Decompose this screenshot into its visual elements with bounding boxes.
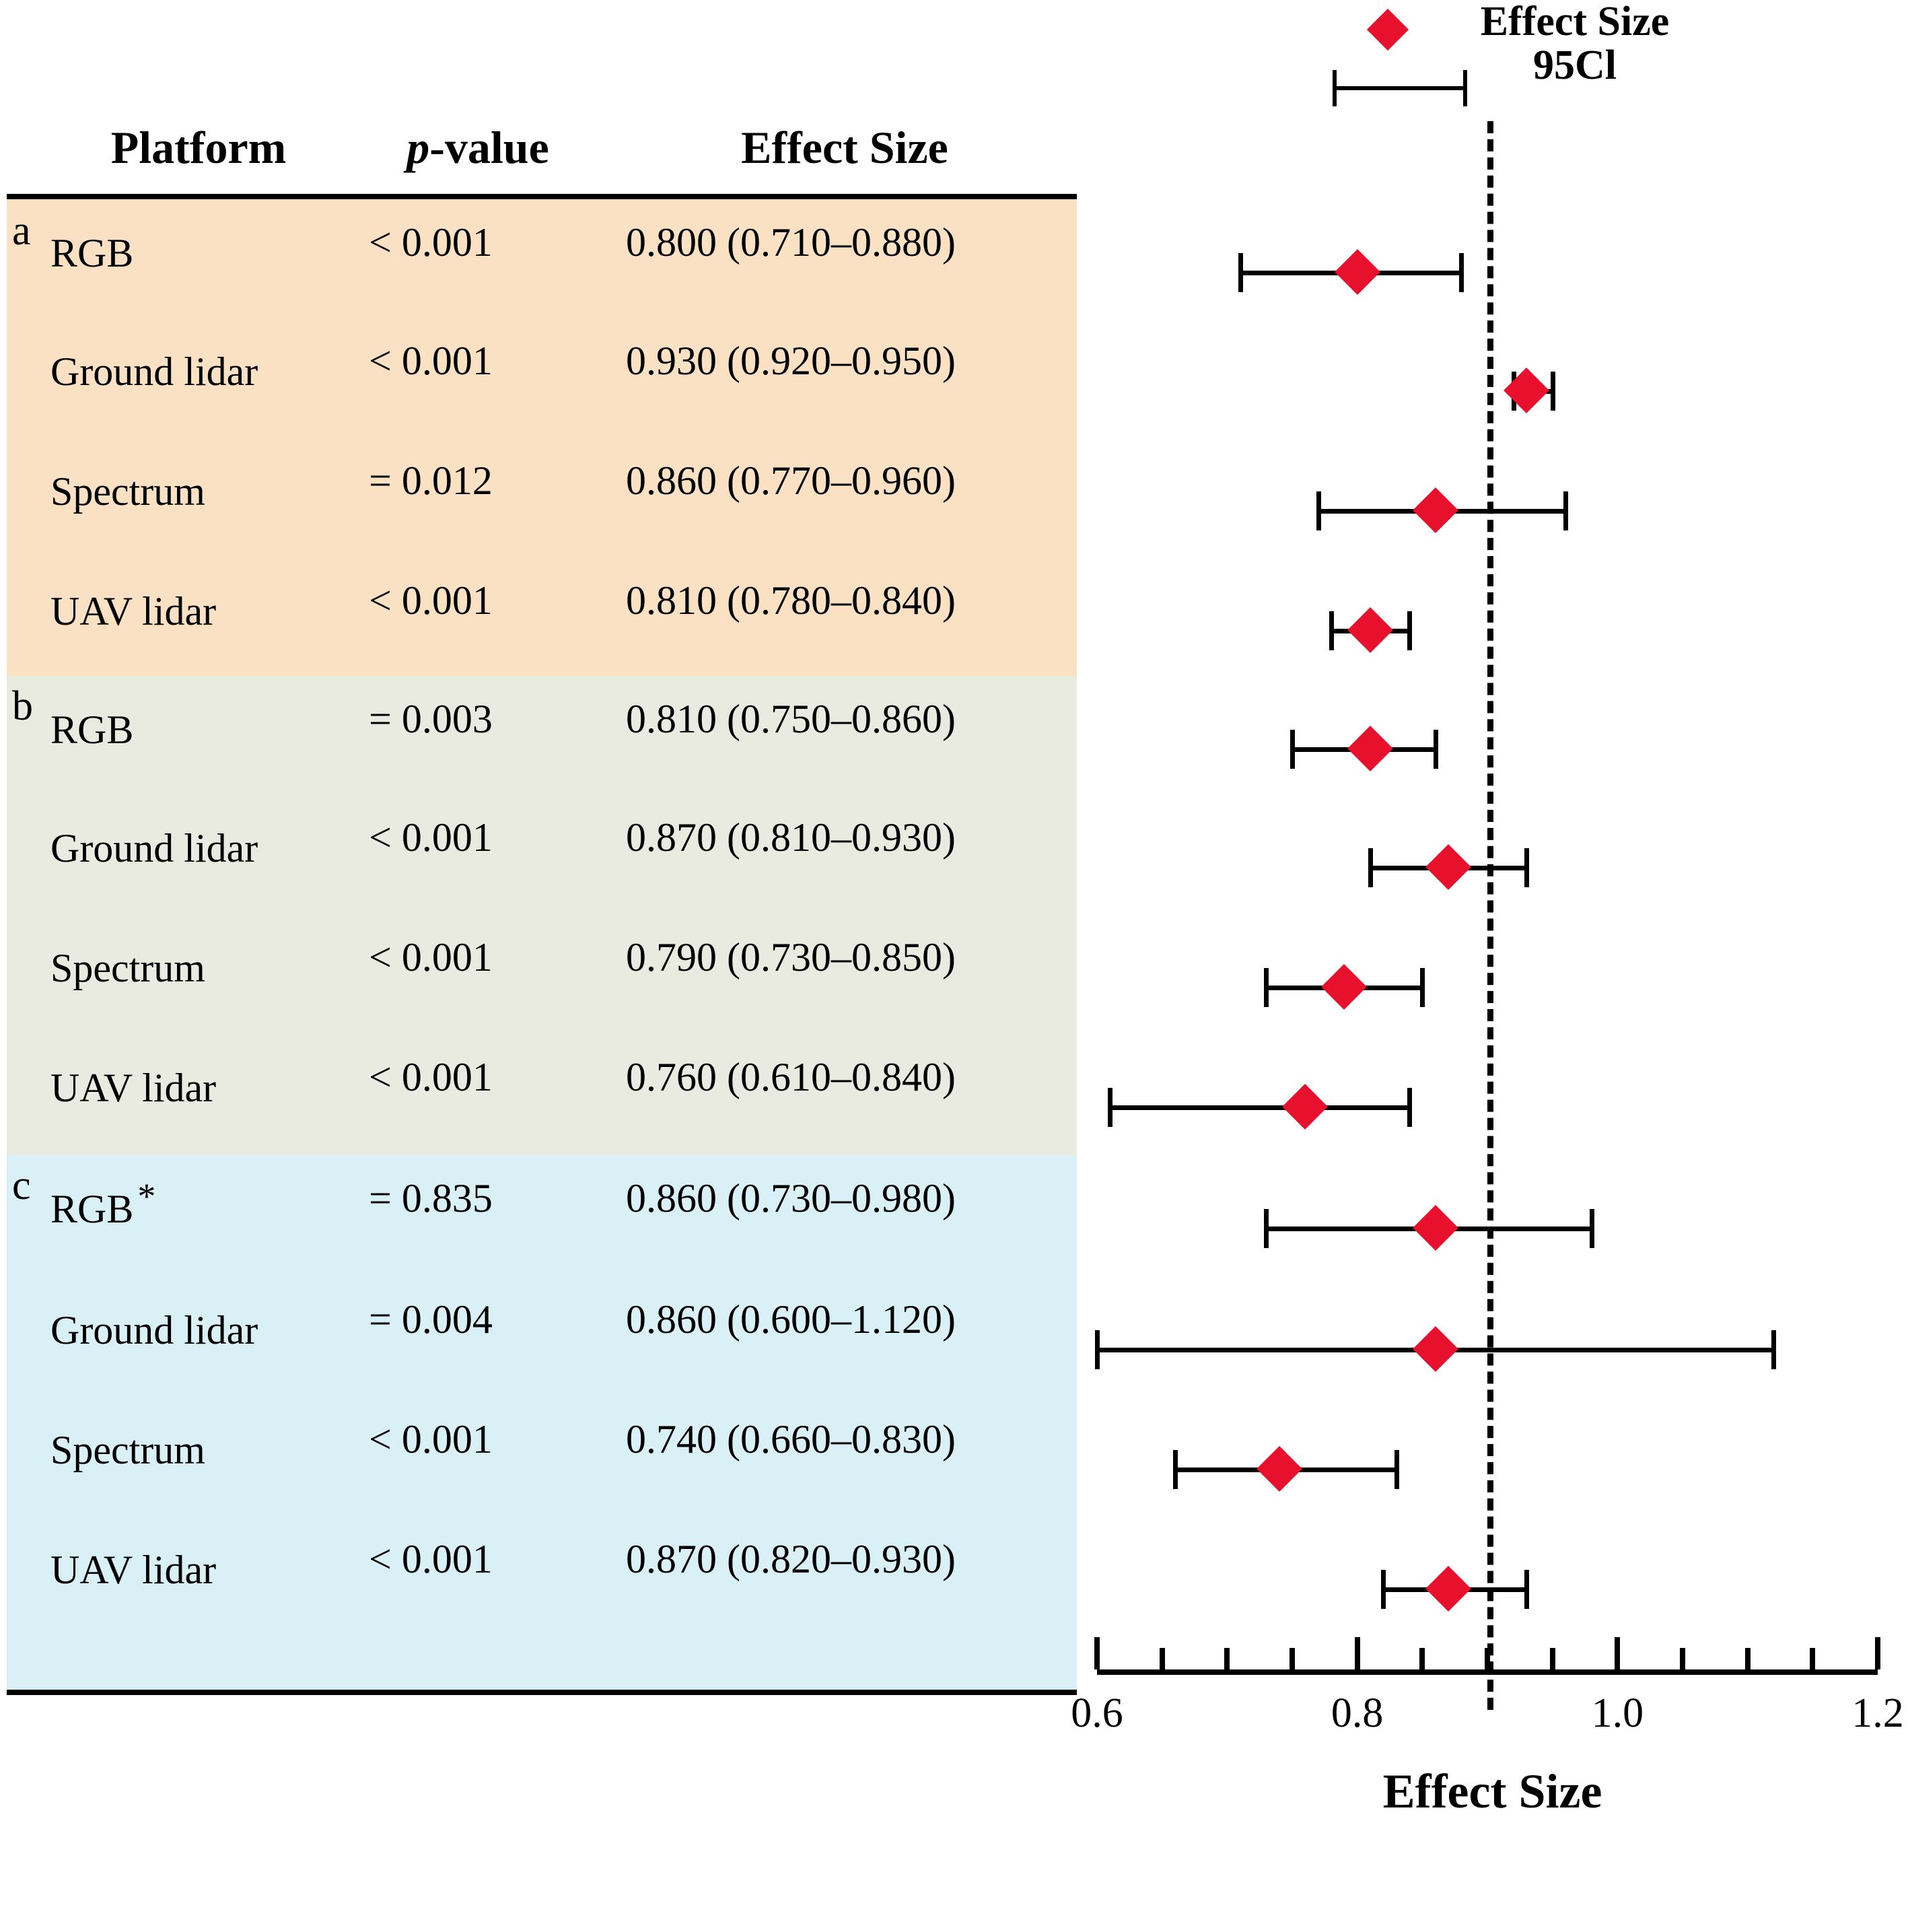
cell-platform: Spectrum [50, 1428, 205, 1472]
x-axis-title: Effect Size [1382, 1764, 1602, 1818]
ci-cap-lower [1368, 848, 1373, 887]
x-axis-minor-tick [1289, 1648, 1295, 1669]
effect-size-marker [1335, 249, 1380, 295]
ci-cap-lower [1108, 1088, 1112, 1127]
table-row [0, 817, 1077, 936]
cell-platform: RGB [50, 231, 134, 275]
x-axis-minor-tick [1419, 1648, 1425, 1669]
cell-pvalue: = 0.835 [369, 1176, 493, 1220]
cell-pvalue: < 0.001 [369, 339, 493, 383]
cell-pvalue: = 0.012 [369, 458, 493, 503]
cell-platform: Spectrum [50, 469, 205, 514]
cell-platform: Ground lidar [50, 349, 258, 394]
cell-platform: UAV lidar [50, 1066, 217, 1110]
ci-cap-lower [1238, 253, 1243, 292]
x-axis-major-tick [1875, 1637, 1880, 1669]
ci-row [1077, 452, 1908, 571]
pvalue-suffix: -value [429, 122, 549, 173]
cell-effect-size: 0.930 (0.920–0.950) [626, 339, 956, 383]
x-axis-tick-label: 0.6 [1071, 1690, 1123, 1736]
cell-pvalue: < 0.001 [369, 1537, 493, 1581]
effect-size-diamond-icon [1367, 9, 1409, 50]
cell-platform: RGB [50, 708, 134, 752]
cell-effect-size: 0.800 (0.710–0.880) [626, 220, 956, 265]
group-label-a: a [12, 208, 31, 254]
group-label-b: b [12, 683, 33, 729]
ci-cap-upper [1407, 611, 1412, 650]
ci-cap-upper [1394, 1450, 1399, 1489]
ci-row [1077, 214, 1908, 333]
table-row [0, 222, 1077, 341]
effect-size-marker [1413, 487, 1458, 533]
ci-row [1077, 1049, 1908, 1167]
x-axis-line [1097, 1669, 1878, 1675]
table-row [0, 1178, 1077, 1297]
cell-effect-size: 0.860 (0.770–0.960) [626, 458, 956, 503]
cell-platform: UAV lidar [50, 1548, 217, 1592]
cell-pvalue: < 0.001 [369, 578, 493, 623]
ci-cap-lower [1095, 1330, 1100, 1369]
ci-cap-upper [1771, 1330, 1776, 1369]
cell-pvalue: < 0.001 [369, 815, 493, 860]
effect-size-marker [1425, 844, 1471, 890]
table-header-row [0, 121, 1077, 195]
x-axis-major-tick [1355, 1637, 1360, 1669]
cell-effect-size: 0.790 (0.730–0.850) [626, 935, 956, 979]
ci-cap-upper [1407, 1088, 1412, 1127]
ci-row [1077, 1291, 1908, 1410]
effect-size-marker [1321, 964, 1367, 1010]
table-row [0, 937, 1077, 1056]
effect-size-marker [1504, 368, 1549, 413]
legend-labels [1427, 0, 1723, 88]
ci-cap-lower [1290, 730, 1295, 769]
x-axis-minor-tick [1485, 1648, 1490, 1669]
legend-ci-bar-icon [1333, 86, 1467, 90]
cell-pvalue: < 0.001 [369, 220, 493, 265]
effect-size-marker [1282, 1084, 1328, 1130]
x-axis-major-tick [1615, 1637, 1620, 1669]
ci-cap-upper [1459, 253, 1464, 292]
ci-cap-upper [1590, 1209, 1594, 1248]
x-axis-minor-tick [1680, 1648, 1685, 1669]
ci-row [1077, 809, 1908, 928]
cell-platform: UAV lidar [50, 589, 217, 633]
forest-plot-panel [1071, 0, 1908, 1932]
footnote-star: * [137, 1176, 156, 1216]
ci-row [1077, 1411, 1908, 1529]
ci-row [1077, 1531, 1908, 1649]
x-axis-minor-tick [1745, 1648, 1751, 1669]
ci-cap-lower [1173, 1450, 1178, 1489]
cell-effect-size: 0.860 (0.600–1.120) [626, 1297, 956, 1342]
table-row [0, 460, 1077, 579]
x-axis-tick-label: 1.0 [1591, 1690, 1644, 1736]
legend-label-effect-size: Effect Size [1480, 0, 1670, 44]
effect-size-marker [1413, 1205, 1458, 1251]
effect-size-marker [1347, 607, 1393, 653]
ci-cap-upper [1434, 730, 1438, 769]
chart-legend [1077, 0, 1908, 121]
cell-pvalue: = 0.004 [369, 1297, 493, 1342]
ci-cap-lower [1264, 968, 1269, 1007]
cell-platform: Ground lidar [50, 826, 258, 870]
cell-pvalue: < 0.001 [369, 1417, 493, 1461]
effect-size-marker [1347, 726, 1393, 771]
table-row [0, 1299, 1077, 1418]
cell-effect-size: 0.810 (0.750–0.860) [626, 697, 956, 741]
cell-effect-size: 0.810 (0.780–0.840) [626, 578, 956, 623]
ci-row [1077, 572, 1908, 691]
cell-platform: Ground lidar [50, 1308, 258, 1352]
ci-row [1077, 929, 1908, 1047]
cell-platform: Spectrum [50, 946, 205, 990]
pvalue-italic-p: p [407, 122, 430, 173]
column-header-platform: Platform [110, 122, 287, 173]
cell-effect-size: 0.870 (0.820–0.930) [626, 1537, 956, 1581]
table-bottom-rule [7, 1690, 1077, 1695]
ci-cap-lower [1264, 1209, 1269, 1248]
table-row [0, 341, 1077, 459]
effect-size-marker [1425, 1566, 1471, 1612]
table-row [0, 1539, 1077, 1657]
cell-effect-size: 0.760 (0.610–0.840) [626, 1055, 956, 1099]
cell-pvalue: = 0.003 [369, 697, 493, 741]
table-top-rule [7, 194, 1077, 199]
table-row [0, 699, 1077, 817]
cell-effect-size: 0.860 (0.730–0.980) [626, 1176, 956, 1220]
ci-cap-upper [1524, 1570, 1529, 1609]
legend-label-ci: 95Cl [1533, 42, 1617, 89]
effect-size-marker [1257, 1446, 1302, 1492]
ci-cap-upper [1551, 372, 1555, 411]
x-axis-minor-tick [1810, 1648, 1815, 1669]
cell-pvalue: < 0.001 [369, 1055, 493, 1099]
x-axis-major-tick [1094, 1637, 1100, 1669]
cell-effect-size: 0.870 (0.810–0.930) [626, 815, 956, 860]
x-axis-minor-tick [1550, 1648, 1555, 1669]
column-header-pvalue [337, 121, 619, 174]
legend-ci-cap-right-icon [1463, 70, 1467, 106]
ci-row [1077, 691, 1908, 809]
ci-cap-lower [1316, 491, 1321, 530]
cell-pvalue: < 0.001 [369, 935, 493, 979]
x-axis [1071, 1669, 1908, 1932]
table-row [0, 580, 1077, 699]
ci-cap-upper [1420, 968, 1425, 1007]
ci-row [1077, 333, 1908, 451]
x-axis-minor-tick [1224, 1648, 1230, 1669]
legend-ci-cap-left-icon [1333, 70, 1337, 106]
group-label-c: c [12, 1163, 31, 1208]
x-axis-minor-tick [1160, 1648, 1165, 1669]
ci-row [1077, 1170, 1908, 1288]
ci-line [1110, 1105, 1409, 1110]
table-row [0, 1057, 1077, 1175]
cell-platform: RGB * [50, 1176, 156, 1231]
effect-size-marker [1413, 1326, 1458, 1372]
table-row [0, 1419, 1077, 1538]
column-header-effect-size: Effect Size [741, 122, 948, 173]
ci-cap-lower [1329, 611, 1334, 650]
cell-effect-size: 0.740 (0.660–0.830) [626, 1417, 956, 1461]
ci-cap-upper [1563, 491, 1568, 530]
plot-area [1077, 121, 1908, 1750]
ci-cap-lower [1381, 1570, 1386, 1609]
x-axis-tick-label: 0.8 [1331, 1690, 1384, 1736]
ci-cap-upper [1524, 848, 1529, 887]
x-axis-tick-label: 1.2 [1851, 1690, 1904, 1736]
